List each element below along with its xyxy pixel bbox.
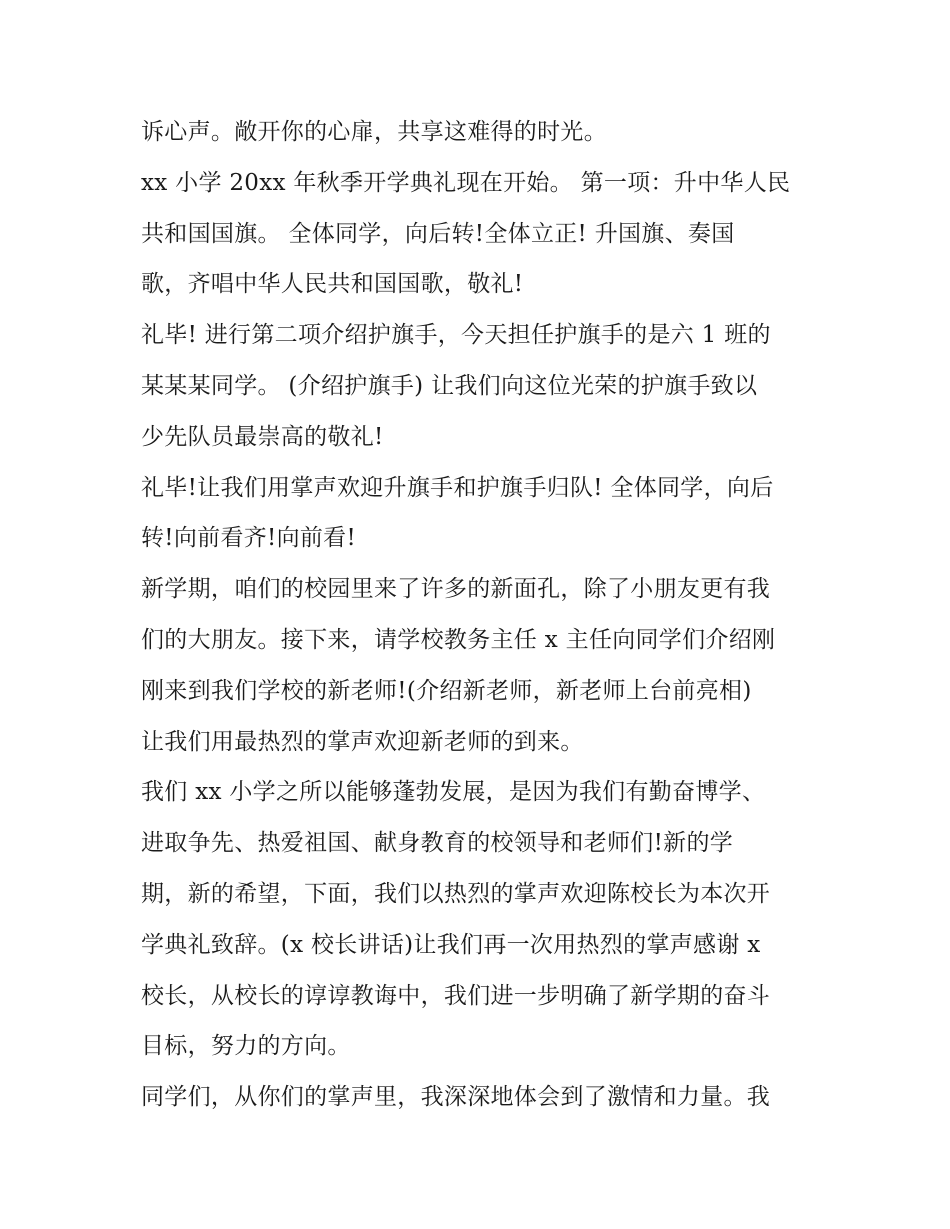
text-line: 某某某同学。 (介绍护旗手) 让我们向这位光荣的护旗手致以 — [141, 372, 758, 399]
text-line: 校长，从校长的谆谆教诲中，我们进一步明确了新学期的奋斗 — [141, 982, 771, 1009]
text-line: 目标，努力的方向。 — [141, 1033, 351, 1060]
text-line: xx 小学 20xx 年秋季开学典礼现在开始。 第一项：升中华人民 — [141, 169, 791, 196]
text-line: 们的大朋友。接下来，请学校教务主任 x 主任向同学们介绍刚 — [141, 626, 776, 653]
text-line: 歌，齐唱中华人民共和国国歌，敬礼! — [141, 271, 524, 298]
text-line: 新学期，咱们的校园里来了许多的新面孔，除了小朋友更有我 — [141, 576, 771, 603]
text-line: 我们 xx 小学之所以能够蓬勃发展，是因为我们有勤奋博学、 — [141, 779, 766, 806]
text-line: 礼毕! 进行第二项介绍护旗手，今天担任护旗手的是六 1 班的 — [141, 322, 771, 349]
text-line: 少先队员最崇高的敬礼! — [141, 423, 384, 450]
text-line: 共和国国旗。 全体同学，向后转!全体立正! 升国旗、奏国 — [141, 220, 735, 247]
text-line: 刚来到我们学校的新老师!(介绍新老师，新老师上台前亮相) — [141, 677, 752, 704]
text-line: 礼毕!让我们用掌声欢迎升旗手和护旗手归队! 全体同学，向后 — [141, 474, 774, 501]
text-line: 进取争先、热爱祖国、献身教育的校领导和老师们!新的学 — [141, 830, 734, 857]
text-line: 期，新的希望，下面，我们以热烈的掌声欢迎陈校长为本次开 — [141, 880, 771, 907]
text-line: 同学们，从你们的掌声里，我深深地体会到了激情和力量。我 — [141, 1084, 771, 1111]
text-line: 让我们用最热烈的掌声欢迎新老师的到来。 — [141, 728, 584, 755]
text-line: 诉心声。敞开你的心扉，共享这难得的时光。 — [141, 119, 607, 145]
document-body — [141, 107, 821, 1123]
text-line: 转!向前看齐!向前看! — [141, 525, 357, 552]
text-line: 学典礼致辞。(x 校长讲话)让我们再一次用热烈的掌声感谢 x — [141, 931, 761, 958]
